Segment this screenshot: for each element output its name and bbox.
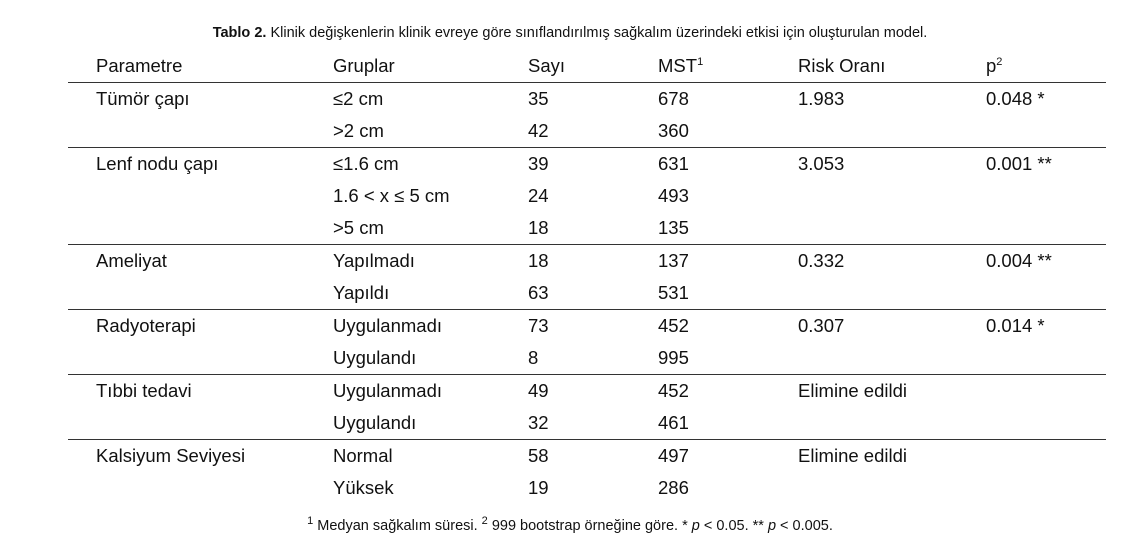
parameter-group — [68, 148, 1106, 245]
cell-parametre — [68, 277, 305, 310]
parameter-group — [68, 83, 1106, 148]
table-row — [68, 407, 1106, 440]
cell-mst: 286 — [658, 477, 689, 498]
parameter-group — [68, 310, 1106, 375]
table-footnote — [0, 515, 1140, 534]
header-parametre: Parametre — [68, 50, 305, 83]
footnote-mark-2: 2 — [481, 515, 488, 528]
cell-grup: ≤1.6 cm — [333, 153, 399, 174]
cell-p — [958, 277, 1106, 310]
cell-risk: 1.983 — [798, 88, 845, 109]
cell-parametre: Tıbbi tedavi — [96, 380, 192, 401]
table-row — [68, 83, 1106, 116]
results-table — [68, 50, 1106, 504]
cell-grup: 1.6 < x ≤ 5 cm — [333, 185, 450, 206]
cell-sayi: 19 — [528, 477, 549, 498]
cell-sayi: 18 — [500, 212, 630, 245]
table-row — [68, 148, 1106, 181]
footnote-text-3: < 0.05. ** — [699, 518, 768, 534]
cell-p — [958, 407, 1106, 440]
cell-grup: Uygulanmadı — [333, 380, 443, 401]
cell-parametre — [68, 180, 305, 212]
cell-p — [958, 440, 1106, 473]
parameter-group — [68, 440, 1106, 505]
footnote-text-4: < 0.005. — [776, 518, 833, 534]
cell-p — [958, 180, 1106, 212]
cell-mst: 452 — [658, 315, 689, 336]
header-mst-label: MST — [658, 55, 698, 76]
footnote-p-a: p — [691, 518, 700, 534]
header-risk: Risk Oranı — [770, 50, 958, 83]
cell-parametre: Lenf nodu çapı — [96, 153, 219, 174]
cell-parametre — [68, 212, 305, 245]
cell-parametre: Ameliyat — [96, 250, 167, 271]
table-row — [68, 180, 1106, 212]
header-p-footnote-mark: 2 — [996, 55, 1003, 68]
header-p — [958, 50, 1106, 83]
table-row — [68, 342, 1106, 375]
footnote-p-b: p — [767, 518, 777, 534]
cell-grup: Uygulandı — [305, 407, 500, 440]
header-sayi: Sayı — [500, 50, 630, 83]
table-caption — [0, 24, 1140, 42]
cell-mst: 531 — [630, 277, 770, 310]
footnote-text-1: Medyan sağkalım süresi. — [313, 518, 482, 534]
cell-p — [958, 115, 1106, 148]
cell-grup: Yapılmadı — [333, 250, 415, 271]
cell-risk — [770, 407, 958, 440]
cell-mst: 493 — [658, 185, 689, 206]
cell-risk: 0.332 — [798, 250, 845, 271]
cell-parametre — [68, 407, 305, 440]
cell-p: 0.048 * — [986, 88, 1045, 109]
cell-parametre: Tümör çapı — [96, 88, 190, 109]
cell-grup: >5 cm — [305, 212, 500, 245]
cell-parametre — [68, 342, 305, 375]
header-gruplar: Gruplar — [305, 50, 500, 83]
cell-sayi: 24 — [528, 185, 549, 206]
cell-sayi: 58 — [528, 445, 549, 466]
cell-mst: 995 — [630, 342, 770, 375]
cell-mst: 461 — [630, 407, 770, 440]
table-row — [68, 440, 1106, 473]
cell-sayi: 49 — [528, 380, 549, 401]
cell-parametre — [68, 472, 305, 504]
cell-p: 0.004 ** — [986, 250, 1052, 271]
cell-sayi: 32 — [500, 407, 630, 440]
cell-sayi: 63 — [500, 277, 630, 310]
cell-parametre — [68, 115, 305, 148]
cell-risk: 0.307 — [798, 315, 845, 336]
cell-risk — [770, 342, 958, 375]
cell-risk — [770, 180, 958, 212]
cell-sayi: 8 — [500, 342, 630, 375]
table-row — [68, 277, 1106, 310]
cell-grup: Uygulandı — [305, 342, 500, 375]
cell-parametre: Kalsiyum Seviyesi — [96, 445, 246, 466]
header-mst-footnote-mark: 1 — [697, 55, 704, 68]
table-row — [68, 212, 1106, 245]
cell-risk: Elimine edildi — [798, 445, 907, 466]
cell-p — [958, 375, 1106, 408]
cell-sayi: 39 — [528, 153, 549, 174]
table-row — [68, 472, 1106, 504]
cell-grup: >2 cm — [305, 115, 500, 148]
cell-mst: 135 — [630, 212, 770, 245]
cell-sayi: 35 — [528, 88, 549, 109]
table-caption-label: Tablo 2. — [212, 25, 267, 41]
cell-mst: 631 — [658, 153, 689, 174]
cell-grup: Yapıldı — [305, 277, 500, 310]
cell-p — [958, 472, 1106, 504]
table-row — [68, 245, 1106, 278]
table-caption-text: Klinik değişkenlerin klinik evreye göre sınıflandırılmış sağkalım üzerindeki etkisi için oluşturulan model. — [270, 25, 928, 41]
cell-grup: ≤2 cm — [333, 88, 384, 109]
cell-risk — [770, 472, 958, 504]
cell-grup: Uygulanmadı — [333, 315, 443, 336]
cell-p — [958, 342, 1106, 375]
cell-p — [958, 212, 1106, 245]
cell-grup: Normal — [333, 445, 393, 466]
parameter-group — [68, 245, 1106, 310]
cell-sayi: 42 — [500, 115, 630, 148]
table-row — [68, 375, 1106, 408]
cell-mst: 137 — [658, 250, 689, 271]
cell-p: 0.014 * — [986, 315, 1045, 336]
cell-risk — [770, 115, 958, 148]
cell-parametre: Radyoterapi — [96, 315, 196, 336]
parameter-group — [68, 375, 1106, 440]
cell-mst: 452 — [658, 380, 689, 401]
cell-sayi: 18 — [528, 250, 549, 271]
cell-mst: 678 — [658, 88, 689, 109]
cell-mst: 497 — [658, 445, 689, 466]
cell-risk — [770, 212, 958, 245]
cell-risk: 3.053 — [798, 153, 845, 174]
cell-risk: Elimine edildi — [798, 380, 907, 401]
header-mst — [630, 50, 770, 83]
cell-mst: 360 — [630, 115, 770, 148]
cell-risk — [770, 277, 958, 310]
footnote-text-2: 999 bootstrap örneğine göre. * — [487, 518, 692, 534]
cell-sayi: 73 — [528, 315, 549, 336]
table-header — [68, 50, 1106, 83]
table-row — [68, 115, 1106, 148]
header-row — [68, 50, 1106, 83]
footnote-mark-1: 1 — [307, 515, 314, 528]
table-row — [68, 310, 1106, 343]
cell-p: 0.001 ** — [986, 153, 1052, 174]
header-p-label: p — [986, 55, 997, 76]
cell-grup: Yüksek — [333, 477, 394, 498]
